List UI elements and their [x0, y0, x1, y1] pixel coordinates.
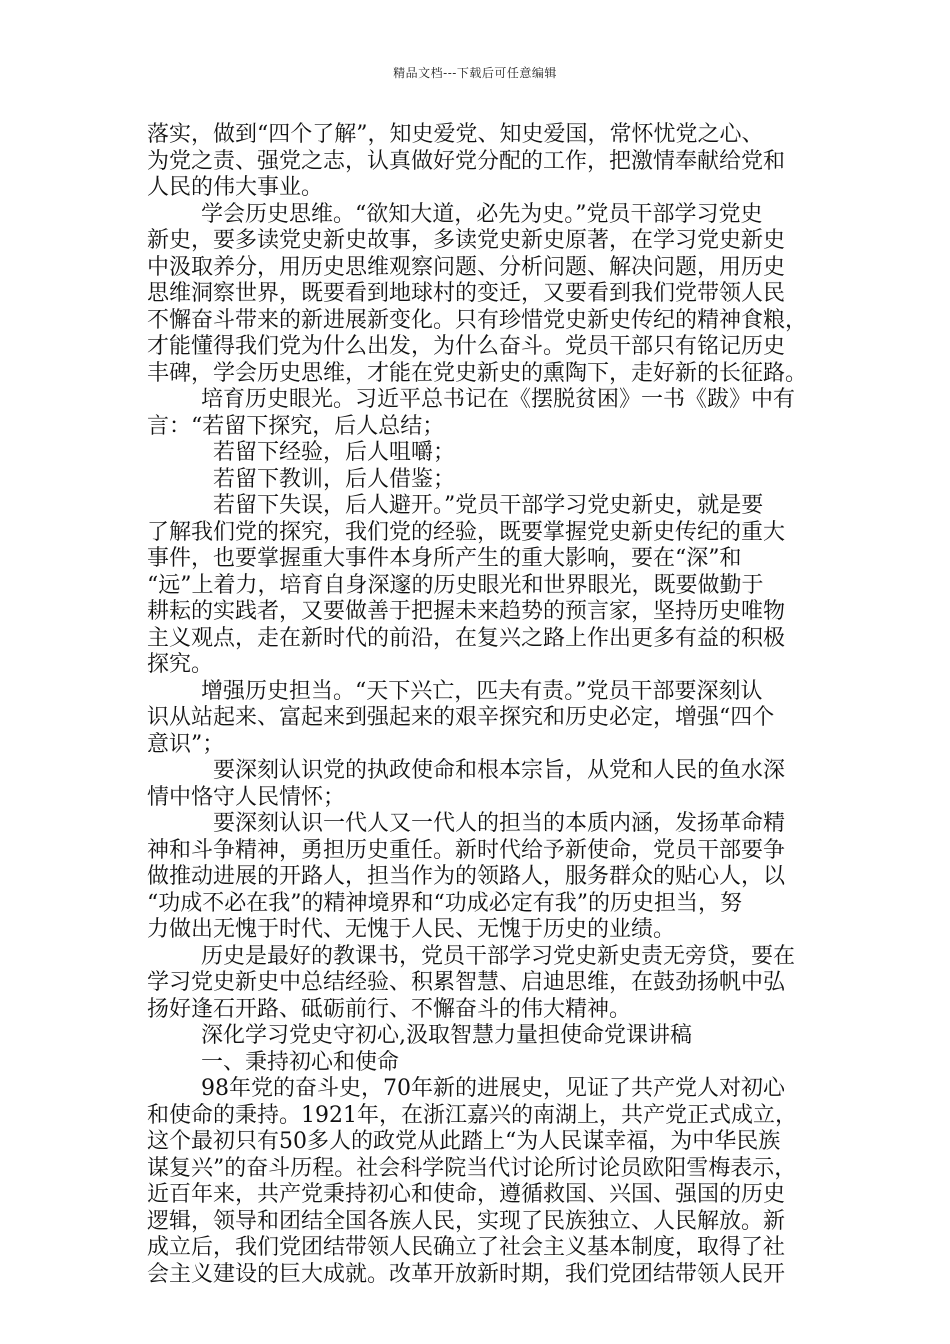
text-line: 要深刻认识党的执政使命和根本宗旨，从党和人民的鱼水深 — [213, 758, 786, 783]
text-line: 近百年来，共产党秉持初心和使命，遵循救国、兴国、强国的历史 — [147, 1182, 786, 1207]
text-line: “功成不必在我”的精神境界和“功成必定有我”的历史担当，努 — [147, 890, 742, 916]
text-line: 人民的伟大事业。 — [147, 175, 324, 200]
text-line: 了解我们党的探究，我们党的经验，既要掌握党史新史传纪的重大 — [147, 519, 786, 545]
text-line: 逻辑，领导和团结全国各族人民，实现了民族独立、人民解放。新 — [147, 1208, 786, 1234]
page-header: 精品文档---下载后可任意编辑 — [393, 66, 557, 80]
text-line: 思维洞察世界，既要看到地球村的变迁，又要看到我们党带领人民 — [147, 281, 786, 306]
text-line: “远”上着力，培育自身深邃的历史眼光和世界眼光，既要做勤于 — [147, 572, 764, 598]
text-line: 要深刻认识一代人又一代人的担当的本质内涵，发扬革命精 — [213, 811, 786, 836]
text-line: 做推动进展的开路人，担当作为的领路人，服务群众的贴心人，以 — [147, 864, 786, 889]
text-line: 新史，要多读党史新史故事，多读党史新史原著，在学习党史新史 — [147, 228, 786, 253]
text-line: 扬好逢石开路、砥砺前行、不懈奋斗的伟大精神。 — [147, 996, 632, 1022]
text-line: 若留下失误，后人避开。”党员干部学习党史新史，就是要 — [213, 493, 764, 518]
text-line: 培育历史眼光。习近平总书记在《摆脱贫困》一书《跋》中有 — [201, 387, 796, 412]
text-line: 情中恪守人民情怀； — [147, 784, 346, 810]
text-line: 力做出无愧于时代、无愧于人民、无愧于历史的业绩。 — [147, 917, 676, 942]
text-line: 主义观点，走在新时代的前沿，在复兴之路上作出更多有益的积极 — [147, 625, 786, 651]
text-line: 不懈奋斗带来的新进展新变化。只有珍惜党史新史传纪的精神食粮， — [147, 307, 808, 333]
document-body — [147, 122, 812, 1288]
text-line: 识从站起来、富起来到强起来的艰辛探究和历史必定，增强“四个 — [147, 705, 775, 730]
text-line: 98年党的奋斗史，70年新的进展史，见证了共产党人对初心 — [201, 1076, 785, 1101]
text-line: 落实，做到“四个了解”，知史爱党、知史爱国，常怀忧党之心、 — [147, 122, 764, 147]
text-line: 成立后，我们党团结带领人民确立了社会主义基本制度，取得了社 — [147, 1235, 786, 1260]
text-line: 深化学习党史守初心,汲取智慧力量担使命党课讲稿 — [201, 1023, 692, 1048]
text-line: 才能懂得我们党为什么出发，为什么奋斗。党员干部只有铭记历史 — [147, 334, 786, 359]
text-line: 耕耘的实践者，又要做善于把握未来趋势的预言家，坚持历史唯物 — [147, 599, 786, 624]
text-line: 神和斗争精神，勇担历史重任。新时代给予新使命，党员干部要争 — [147, 837, 786, 863]
text-line: 会主义建设的巨大成就。改革开放新时期，我们党团结带领人民开 — [147, 1261, 786, 1287]
text-line: 中汲取养分，用历史思维观察问题、分析问题、解决问题，用历史 — [147, 254, 786, 280]
text-line: 一、秉持初心和使命 — [201, 1049, 400, 1075]
text-line: 意识”； — [147, 731, 225, 757]
text-line: 这个最初只有50多人的政党从此踏上“为人民谋幸福，为中华民族 — [147, 1129, 781, 1154]
text-line: 增强历史担当。“天下兴亡，匹夫有责。”党员干部要深刻认 — [201, 678, 763, 704]
text-line: 丰碑，学会历史思维，才能在党史新史的熏陶下，走好新的长征路。 — [147, 360, 808, 386]
text-line: 谋复兴”的奋斗历程。社会科学院当代讨论所讨论员欧阳雪梅表示， — [147, 1155, 797, 1181]
text-line: 探究。 — [147, 652, 214, 677]
text-line: 事件，也要掌握重大事件本身所产生的重大影响，要在“深”和 — [147, 546, 742, 571]
text-line: 学习党史新史中总结经验、积累智慧、启迪思维，在鼓劲扬帆中弘 — [147, 970, 786, 995]
text-line: 为党之责、强党之志，认真做好党分配的工作，把激情奉献给党和 — [147, 148, 786, 174]
text-line: 若留下经验，后人咀嚼； — [213, 440, 456, 465]
text-line: 若留下教训，后人借鉴； — [213, 466, 456, 492]
text-line: 历史是最好的教课书，党员干部学习党史新史责无旁贷，要在 — [201, 943, 796, 969]
text-line: 学会历史思维。“欲知大道，必先为史。”党员干部学习党史 — [201, 201, 763, 227]
text-line: 言：“若留下探究，后人总结； — [147, 413, 445, 439]
text-line: 和使命的秉持。1921年，在浙江嘉兴的南湖上，共产党正式成立， — [147, 1102, 797, 1128]
